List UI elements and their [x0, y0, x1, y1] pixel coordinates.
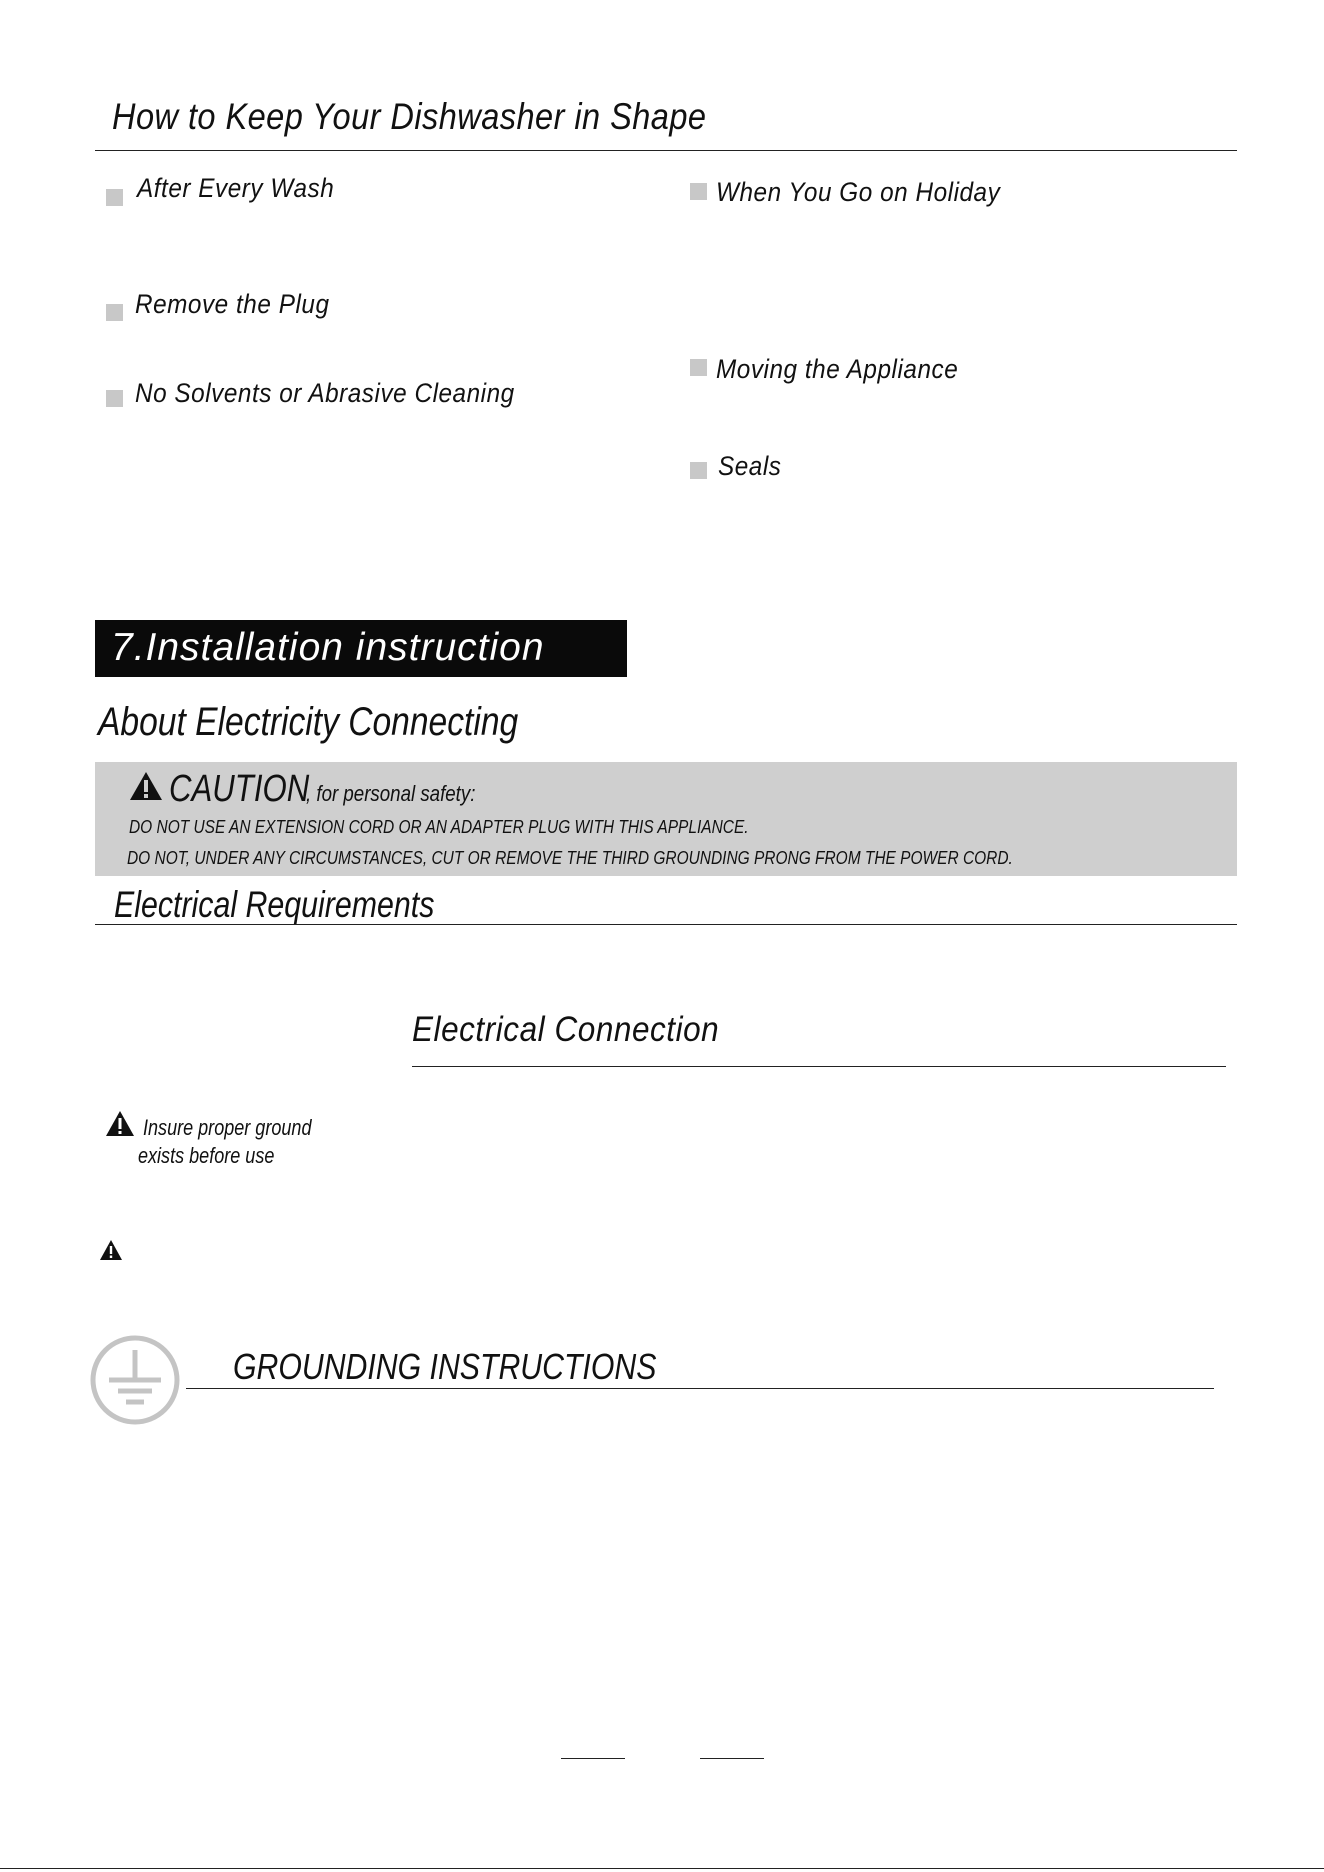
requirements-divider — [95, 924, 1237, 925]
footer-line-right — [700, 1758, 764, 1759]
ground-note-line-2: exists before use — [138, 1143, 275, 1168]
warning-icon — [99, 1239, 123, 1261]
electrical-connection-heading: Electrical Connection — [412, 1010, 720, 1049]
ground-symbol-icon — [87, 1332, 183, 1428]
electrical-requirements-heading: Electrical Requirements — [114, 884, 435, 925]
bullet-square-icon — [106, 189, 123, 206]
caution-heading: CAUTION — [169, 768, 310, 810]
bullet-square-icon — [690, 462, 707, 479]
bullet-square-icon — [690, 359, 707, 376]
grounding-instructions-heading: GROUNDING INSTRUCTIONS — [233, 1346, 657, 1387]
no-solvents-heading: No Solvents or Abrasive Cleaning — [135, 378, 515, 408]
grounding-divider — [186, 1388, 1214, 1389]
section-header — [95, 620, 627, 677]
warning-icon — [129, 771, 163, 801]
caution-line-1: DO NOT USE AN EXTENSION CORD OR AN ADAPTER PLUG WITH THIS APPLIANCE. — [129, 817, 749, 837]
section-title: 7.Installation instruction — [111, 626, 545, 669]
caution-line-2: DO NOT, UNDER ANY CIRCUMSTANCES, CUT OR REMOVE THE THIRD GROUNDING PRONG FROM THE POWER CORD. — [127, 848, 1013, 868]
warning-icon — [105, 1110, 135, 1137]
page-title: How to Keep Your Dishwasher in Shape — [112, 96, 707, 137]
electricity-subtitle: About Electricity Connecting — [98, 700, 519, 744]
remove-plug-heading: Remove the Plug — [135, 289, 330, 319]
title-divider — [95, 150, 1237, 151]
connection-divider — [412, 1066, 1226, 1067]
holiday-heading: When You Go on Holiday — [716, 177, 1001, 207]
bullet-square-icon — [106, 304, 123, 321]
footer-line-left — [561, 1758, 625, 1759]
bullet-square-icon — [106, 390, 123, 407]
caution-heading-suffix: , for personal safety: — [306, 781, 476, 806]
caution-heading-row — [129, 768, 506, 811]
caution-box — [95, 762, 1237, 876]
bullet-square-icon — [690, 183, 707, 200]
seals-heading: Seals — [718, 451, 782, 481]
bottom-edge-line — [0, 1868, 1324, 1869]
moving-appliance-heading: Moving the Appliance — [716, 354, 959, 384]
ground-note-line-1: Insure proper ground — [143, 1115, 312, 1140]
after-every-wash-heading: After Every Wash — [137, 173, 335, 203]
